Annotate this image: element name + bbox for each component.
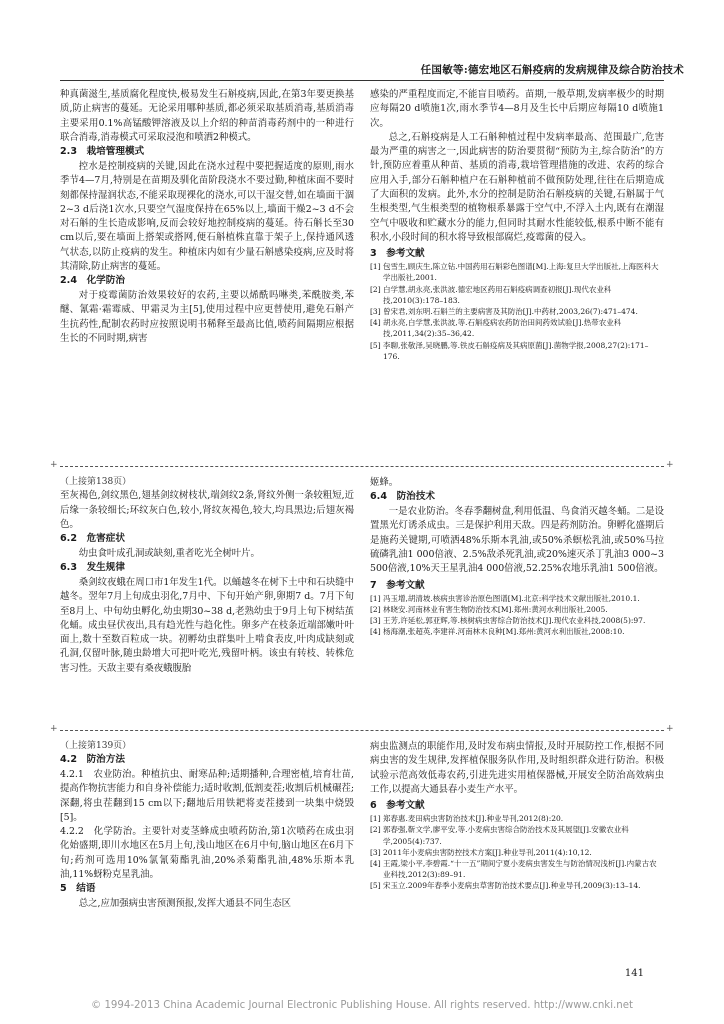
article-section-2 [60, 476, 664, 676]
reference-list [370, 813, 664, 891]
article-section-3 [60, 740, 664, 911]
section-heading: 4.2 防治方法 [60, 754, 125, 766]
reference-item: [3] 曾宋君,刘东明.石斛兰的主要病害及其防治[J].中药材,2003,26(7):471–474. [370, 307, 638, 317]
column-left [60, 476, 354, 676]
article-section-1 [60, 88, 664, 362]
page-number: 141 [624, 968, 644, 979]
reference-item: [4] 杨海潮,张超英,李建祥.河南林木良种[M].郑州:黄河水利出版社,2008:10. [370, 627, 625, 637]
reference-item: [1] 包雪生,顾庆生,陈立钻.中国药用石斛彩色图谱[M].上海:复旦大学出版社,上海医科大学出版社,2001. [370, 262, 659, 283]
paragraph: 姬蜂。 [370, 477, 399, 488]
paragraph: 一是农业防治。冬春季翻树盘,利用低温、鸟食消灭越冬蛹。二是设置黑光灯诱杀成虫。三是保护利用天敌。四是药剂防治。卵孵化盛期后是施药关键期,可喷洒48%乐斯本乳油,或50%杀螟松乳油,或50%马拉硫磷乳油1 000倍液、2.5%敌杀死乳油,或20%速灭杀丁乳油3 000~3 500倍液,10%天王星乳油4 000倍液,52.25%农地乐乳油1 500倍液。 [370, 506, 664, 575]
paragraph: 4.2.2 化学防治。主要针对麦茎蜂成虫喷药防治,第1次喷药在成虫羽化始盛期,即川水地区在5月上旬,浅山地区在6月中旬,脑山地区在6月下旬;药剂可选用10%氯氰菊酯乳油,20%杀菊酯乳油,48%乐斯本乳油,11%蚜粉克星乳油。 [60, 826, 354, 881]
references-heading: 7 参考文献 [370, 579, 425, 591]
reference-item: [2] 林晓安.河南林业有害生物防治技术[M].郑州:黄河水利出版社,2005. [370, 604, 608, 614]
paragraph: 对于疫霉菌防治效果较好的农药,主要以烯酰吗啉类,苯酰胺类,苯醚、氰霜·霜霉威、甲霜灵为主[5],使用过程中应更替使用,避免石斛产生抗药性,配制农药时应按照说明书稀释至最高比值,喷药间隔期应根据生长的不同时期,病害 [60, 290, 354, 345]
section-heading: 2.3 栽培管理模式 [60, 146, 145, 158]
paragraph: 4.2.1 农业防治。种植抗虫、耐寒品种;适期播种,合理密植,培育壮苗,提高作物抗害能力和自身补偿能力;适时收割,低割麦茬;收割后机械碾茬;深翻,将虫茬翻到15 cm以下;翻地后用铁耙将麦茬搂到一块集中烧毁[5]。 [60, 769, 354, 823]
paragraph: 总之,石斛疫病是人工石斛种植过程中发病率最高、范围最广,危害最为严重的病害之一,因此病害的防治要贯彻“预防为主,综合防治”的方针,预防应着重从种苗、基质的消毒,栽培管理措施的改进、农药的综合应用入手,部分石斛种植户在石斛种植前不做预防处理,往往在后期造成了大面积的发病。此外,水分的控制是防治石斛疫病的关键,石斛属于气生根类型,气生根类型的植物根系暴露于空气中,不浮入土内,既有在潮湿空气中吸收和贮藏水分的能力,但同时其耐水性能较低,根系中断不能有积水,小段时间的积水将导致根部腐烂,疫霉菌的侵入。 [370, 131, 664, 243]
reference-item: [5] 宋玉立.2009年春季小麦病虫草害防治技术要点[J].种业导刊,2009(3):13–14. [370, 881, 641, 891]
column-right [370, 88, 664, 362]
reference-item: [1] 郑春惠.麦田病虫害防治技术[J].种业导刊,2012(8):20. [370, 814, 564, 824]
paragraph: 感染的严重程度而定,不能盲目喷药。苗期,一般草期,发病率极少的时期应每隔20 d喷施1次,雨水季节4—8月及生长中后期应每隔10 d喷施1次。 [370, 89, 664, 129]
column-right [370, 476, 664, 676]
continuation-note: （上接第138页） [60, 477, 132, 487]
section-separator: + + [50, 460, 674, 470]
reference-item: [1] 冯玉增,胡清坡.核病虫害诊治原色图谱[M].北京:科学技术文献出版社,2010.1. [370, 593, 640, 603]
references-heading: 6 参考文献 [370, 800, 425, 812]
reference-item: [4] 胡永亮,白学慧,张洪波,等.石斛疫病农药防治田间药效试验[J].热带农业科技,2011,34(2):35–36,42. [370, 318, 622, 339]
section-heading: 6.2 危害症状 [60, 533, 125, 545]
section-heading: 2.4 化学防治 [60, 275, 125, 287]
paragraph: 桑剑纹夜蛾在周口市1年发生1代。以蛹越冬在树下土中和石块缝中越冬。翌年7月上旬成虫羽化,7月中、下旬开始产卵,卵期7 d。7月下旬至8月上、中旬幼虫孵化,幼虫期30~38 d,老熟幼虫于9月上旬下树结茧化蛹。成虫昼伏夜出,具有趋光性与趋化性。卵多产在枝条近端部嫩叶叶面上,数十至数百粒成一块。初孵幼虫群集叶上啃食表皮,叶肉成缺刻或孔洞,仅留叶脉,随虫龄增大可把叶吃光,残留叶柄。该虫有转枝、转株危害习性。天敌主要有桑夜蛾腹胎 [60, 576, 354, 674]
header-rule [60, 80, 664, 81]
reference-item: [5] 李聊,张敬泽,吴晓鹏,等.铁皮石斛疫病及其病原菌[J].菌物学报,2008,27(2):171–176. [370, 340, 649, 361]
running-title: 任国敏等:德宏地区石斛疫病的发病规律及综合防治技术 [420, 64, 684, 76]
paragraph: 至灰褐色,剑纹黑色,翅基剑纹树枝状,端剑纹2条,肾纹外侧一条较粗短,近后缘一条较细长;环纹灰白色,较小,肾纹灰褐色,较大,均具黑边;后翅灰褐色。 [60, 490, 354, 530]
copyright-footer: © 1994-2013 China Academic Journal Electronic Publishing House. All rights reserved. http://www.cnki.net [91, 1000, 633, 1011]
reference-item: [2] 白学慧,胡永亮,张洪波.德宏地区药用石斛疫病调查初报[J].现代农业科技,2010(3):178–183. [370, 284, 612, 305]
column-right [370, 740, 664, 911]
section-heading: 6.4 防治技术 [370, 491, 435, 503]
paragraph: 种真菌滋生,基质腐化程度快,极易发生石斛疫病,因此,在第3年要更换基质,防止病害的蔓延。无论采用哪种基质,都必须采取基质消毒,基质消毒主要采用0.1%高锰酸钾溶液及以上介绍的种苗消毒药剂中的一种进行联合消毒,消毒模式可采取浸泡和喷洒2种模式。 [60, 89, 354, 143]
references-heading: 3 参考文献 [370, 248, 425, 260]
reference-item: [3] 王芳,许延松,郭亚辉,等.核树病虫害综合防治技术[J].现代农业科技,2008(5):97. [370, 615, 646, 625]
column-left [60, 740, 354, 911]
section-heading: 5 结语 [60, 883, 96, 895]
reference-list [370, 261, 664, 362]
section-heading: 6.3 发生规律 [60, 562, 125, 574]
paragraph: 幼虫食叶成孔洞或缺刻,重者吃光全树叶片。 [78, 547, 260, 559]
reference-item: [4] 王霞,梁小平,李碧霞.“十一五”期间宁夏小麦病虫害发生与防治情况浅析[J].内蒙古农业科技,2012(3):89–91. [370, 859, 657, 880]
paragraph: 控水是控制疫病的关键,因此在浇水过程中要把握适度的原则,雨水季节4—7月,特别是在苗期及驯化苗阶段浇水不要过勤,种植床面不要时刻都保持湿润状态,不能采取现裸化的浇水,可以干湿交替,如在墙面干涸2~3 d后浇1次水,只要空气湿度保持在65%以上,墙面干燥2~3 d不会对石斛的生长造成影响,反而会较好地控制疫病的蔓延。待石斛长至30 cm以后,要在墙面上搭架或搭网,便石斛植株直靠于架子上,保持通风透气状态,以防止疫病的发生。种植床内如有少量石斛感染疫病,应及时将其清除,防止病害的蔓延。 [60, 160, 354, 273]
paragraph: 总之,应加强病虫害预测预报,发挥大通县不同生态区 [78, 898, 292, 910]
column-left [60, 88, 354, 362]
section-separator: + + [50, 724, 674, 734]
paragraph: 病虫监测点的职能作用,及时发布病虫情报,及时开展防控工作,根据不同病虫害的发生规律,发挥植保服务队作用,及时组织群众进行防治。积极试验示范高效低毒农药,引进先进实用植保器械,开展安全防治高效病虫工作,以提高大通县春小麦生产水平。 [370, 741, 664, 795]
reference-item: [2] 郭春强,靳文学,廖平安,等.小麦病虫害综合防治技术及其展望[J].安徽农业科学,2005(4):737. [370, 825, 629, 846]
continuation-note: （上接第139页） [60, 741, 132, 751]
reference-item: [3] 2011年小麦病虫害防控技术方案[J].种业导刊,2011(4):10,12. [370, 847, 592, 857]
reference-list [370, 593, 664, 638]
